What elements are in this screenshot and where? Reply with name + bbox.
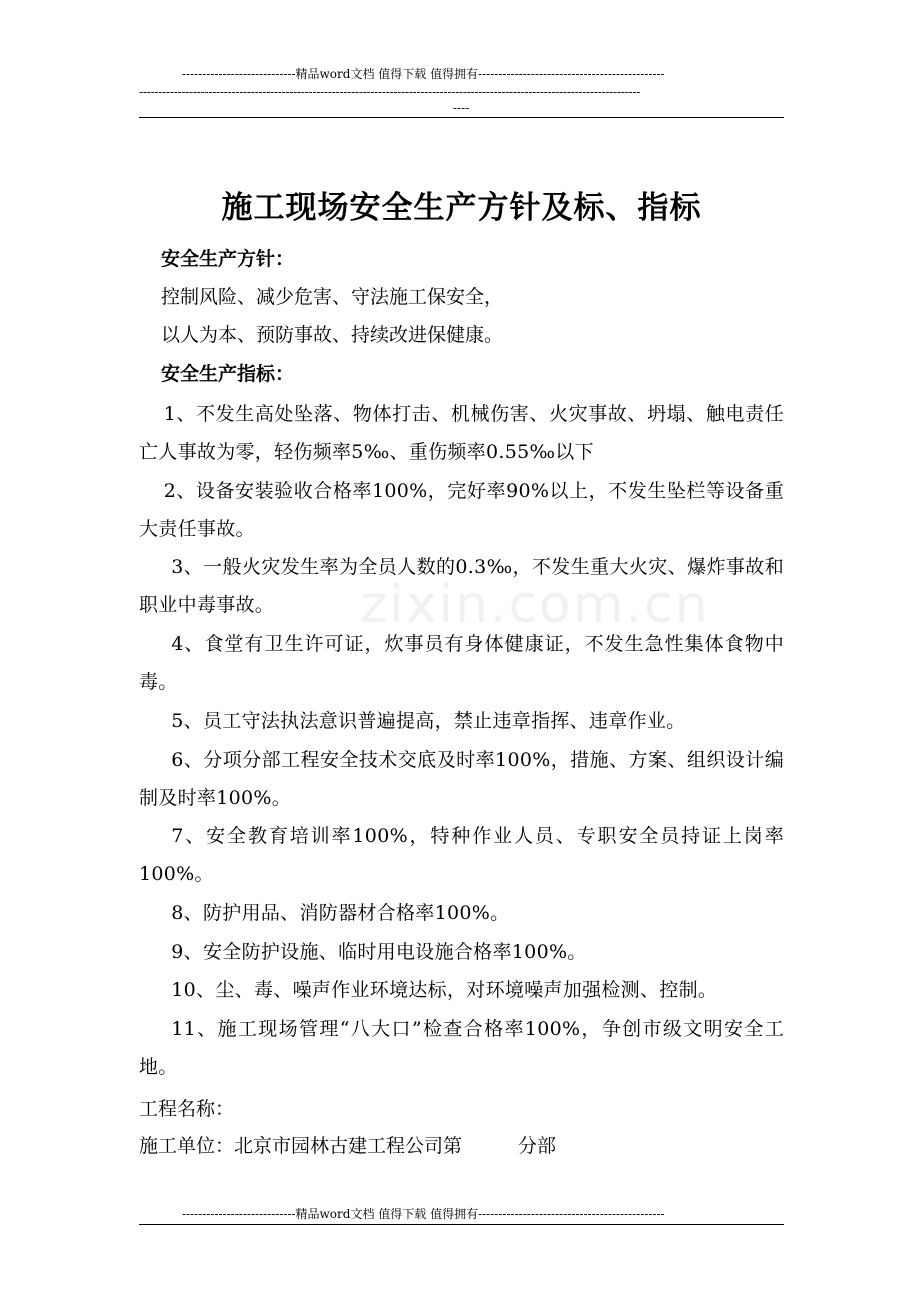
target-item: 6、分项分部工程安全技术交底及时率100%，措施、方案、组织设计编制及时率100%。 (139, 749, 784, 809)
policy-line: 以人为本、预防事故、持续改进保健康。 (161, 324, 504, 346)
footer-rule (139, 1224, 784, 1225)
policy-heading: 安全生产方针： (161, 248, 295, 270)
target-item: 9、安全防护设施、临时用电设施合格率100%。 (171, 941, 587, 963)
targets-heading: 安全生产指标： (161, 363, 295, 385)
target-item: 8、防护用品、消防器材合格率100%。 (171, 902, 510, 924)
target-item: 3、一般火灾发生率为全员人数的0.3‰，不发生重大火灾、爆炸事故和职业中毒事故。 (139, 556, 784, 616)
watermark: zixin.com.cn (360, 575, 710, 635)
target-item: 2、设备安装验收合格率100%，完好率90%以上，不发生坠栏等设备重大责任事故。 (139, 480, 784, 540)
construction-unit-suffix: 分部 (518, 1135, 557, 1157)
header-rule (139, 117, 784, 118)
footer-banner: ----------------------------精品word文档 值得下载 值得拥有---------------------------------------------- (182, 1207, 665, 1221)
target-item: 10、尘、毒、噪声作业环境达标，对环境噪声加强检测、控制。 (171, 979, 718, 1001)
policy-line: 控制风险、减少危害、守法施工保安全， (161, 286, 504, 308)
document-title: 施工现场安全生产方针及标、指标 (221, 190, 702, 226)
header-dash-tail: ---- (453, 101, 470, 115)
target-item: 7、安全教育培训率100%，特种作业人员、专职安全员持证上岗率100%。 (139, 825, 784, 885)
target-item: 11、施工现场管理“八大口”检查合格率100%，争创市级文明安全工地。 (139, 1018, 784, 1078)
target-item: 1、不发生高处坠落、物体打击、机械伤害、火灾事故、坍塌、触电责任亡人事故为零，轻伤频率5‰、重伤频率0.55‰以下 (139, 403, 784, 463)
construction-unit-label: 施工单位：北京市园林古建工程公司第 (139, 1135, 463, 1157)
project-name-label: 工程名称： (139, 1098, 235, 1120)
header-banner: ----------------------------精品word文档 值得下载 值得拥有---------------------------------------------- (182, 67, 665, 81)
construction-unit (139, 1131, 556, 1161)
target-item: 5、员工守法执法意识普遍提高，禁止违章指挥、违章作业。 (171, 710, 686, 732)
header-dash-line: ---------------------------------------------------------------------------------------------------------------------------------- (139, 85, 641, 99)
target-item: 4、食堂有卫生许可证，炊事员有身体健康证，不发生急性集体食物中毒。 (139, 633, 784, 693)
